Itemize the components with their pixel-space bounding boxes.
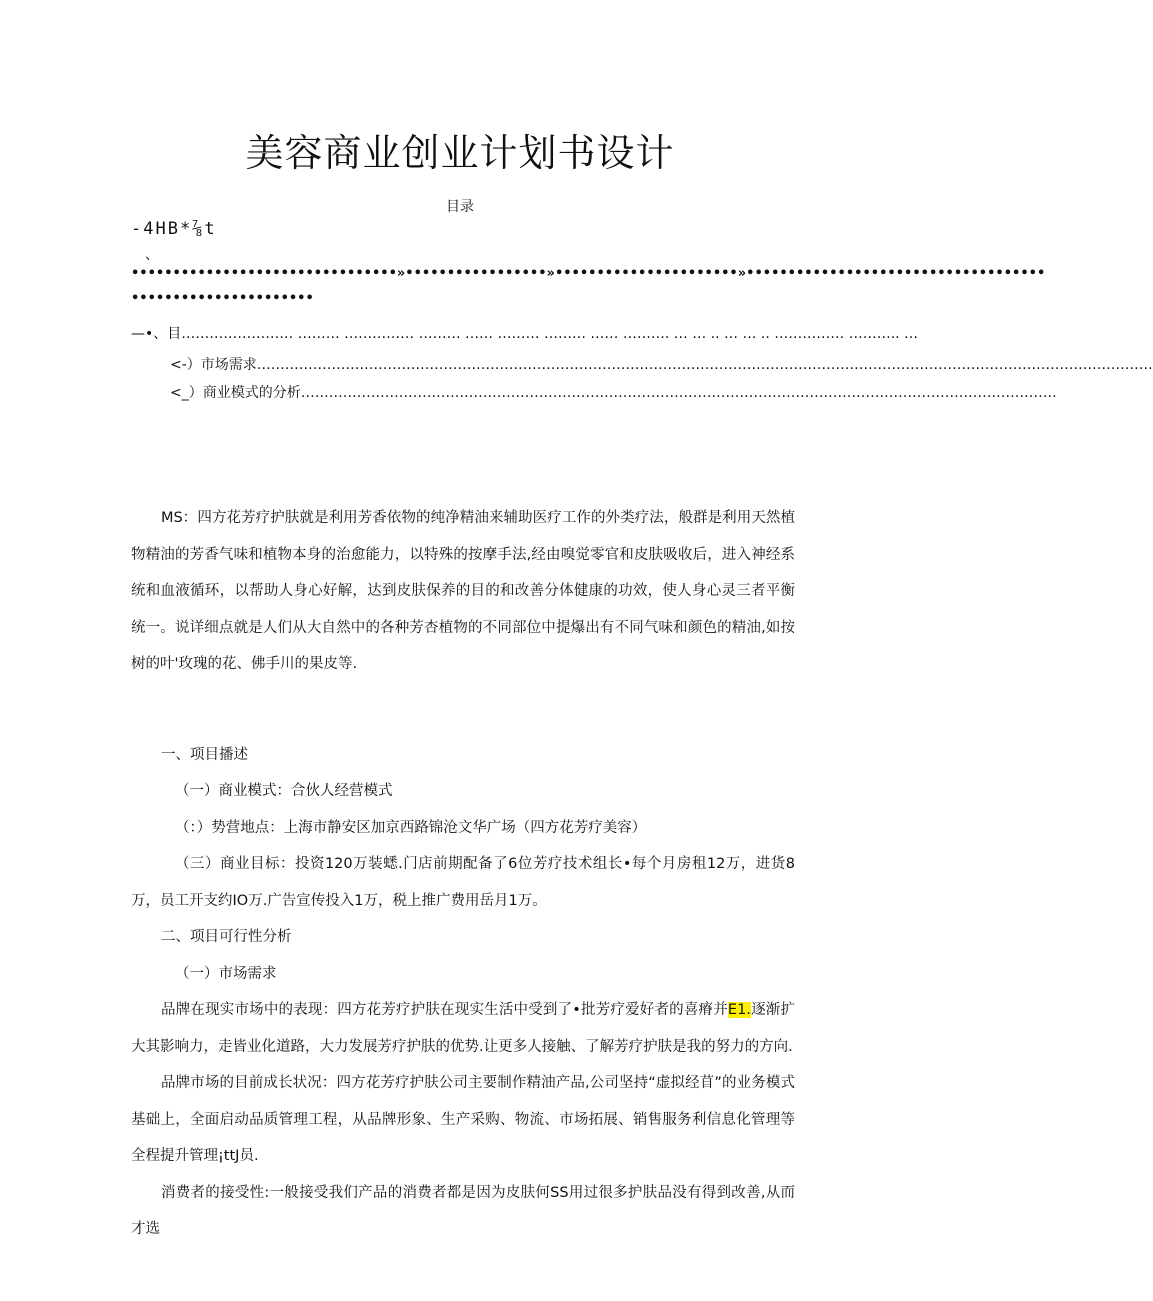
intro-paragraph: MS：四方花芳疗护肤就是利用芳香依物的纯净精油来辅助医疗工作的外类疗法，般群是利用天然植物精油的芳香气味和植物本身的治愈能力，以特殊的按摩手法,经由嗅觉零官和皮肤吸收后，进入神经系统和血液循环，以帮助人身心好解，达到皮肤保养的目的和改善分体健康的功效，使人身心灵三者平衡统一。说详细点就是人们从大自然中的各种芳杏植物的不同部位中提爆出有不同气味和颜色的精油,如按树的叶'玫瑰的花、佛手川的果皮等.: [131, 510, 795, 672]
section-heading-project-description: 一、项目播述: [161, 746, 248, 763]
section-heading-feasibility: 二、项目可行性分析: [161, 929, 292, 945]
para-consumer-acceptance: 消费者的接受性:一般接受我们产品的消费者都是因为皮肤何SS用过很多护肤品没有得到改善,从而才选: [131, 1184, 795, 1237]
toc-entry-business-model[interactable]: <_）商业模式的分析………………………………………………………………………………………………………………………………………………: [170, 385, 1057, 401]
body-content: [131, 500, 795, 1248]
toc-dot-leader-1: ••••••••••••••••••••••••••••••••»•••••••••••••••••»••••••••••••••••••••••»••••••••••••••••••••••••••••••••••••: [131, 266, 1046, 281]
toc-dot-leader-2: ••••••••••••••••••••••: [131, 291, 314, 306]
toc-entry-1[interactable]: —•、目…………………… ……… …………… ……… …… ……… ……… …… ………. … … .. … … .. …………… ……….. …: [131, 326, 919, 342]
toc-heading: 目录: [446, 199, 474, 215]
para-growth-status: 品牌市场的目前成长状况：四方花芳疗护肤公司主要制作精油产品,公司坚持“虚拟经苜”的业务模式基础上，全面启动品质管理工程，从品牌形象、生产采购、物流、市场拓展、销售服务利信息化管理等全程提升管理¡ttJ员.: [131, 1075, 795, 1164]
para-market-text-a: 品牌在现实市场中的表现：四方花芳疗护肤在现实生活中受到了•批芳疗爱好者的喜瘠并: [161, 1002, 728, 1018]
toc-entry-market-demand[interactable]: <-）市场需求…………………………………………………………………………………………………………………………………………………………………………: [170, 357, 1153, 373]
para-market-text-b: 逐渐扩大其影响力，走皆业化道路，大力发展芳疗护肤的优势.让更多人接触、了解芳疗护肤是我的努力的方向.: [131, 1002, 795, 1055]
highlighted-text: E1.: [727, 1002, 751, 1018]
s1-item-business-model: （一）商业模式：合伙人经营模式: [175, 783, 393, 799]
s1-item-business-goal: （三）商业目标：投资120万装蟋.门店前期配备了6位芳疗技术组长•每个月房租12万，进货8万，员工开支约IO万.广告宣传投入1万，税上推广费用岳月1万。: [131, 856, 795, 909]
s1-item-location: （：）势营地点：上海市静安区加京西路锦沧文华广场（四方花芳疗美容）: [175, 819, 647, 836]
toc-garbled-mark: 、: [145, 247, 159, 263]
document-title: 美容商业创业计划书设计: [245, 131, 675, 175]
toc-garbled-line: -4HB*⅞t: [131, 219, 217, 239]
para-market-performance: [131, 992, 795, 1065]
spacer: [131, 683, 795, 737]
s2-sub-market-demand: （一）市场需求: [175, 965, 277, 982]
